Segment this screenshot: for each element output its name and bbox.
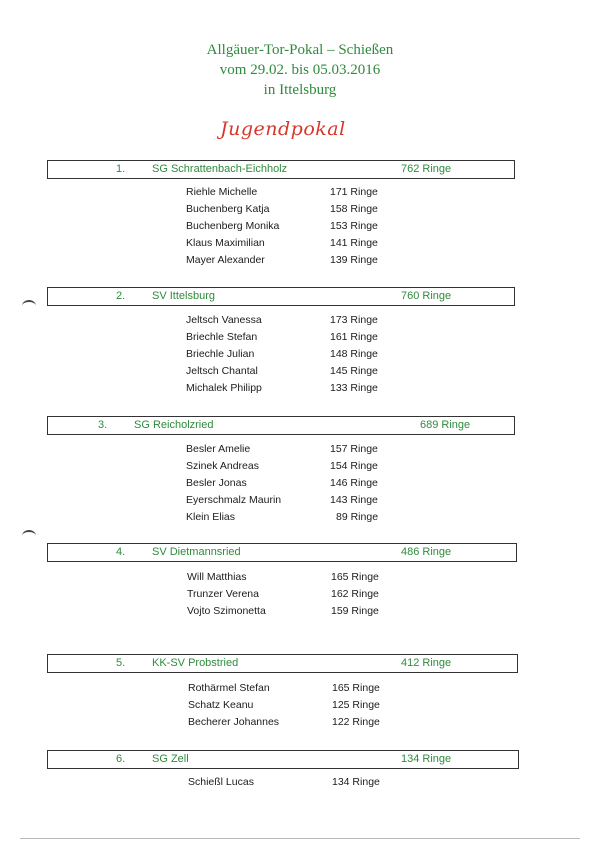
member-name: Rothärmel Stefan (188, 682, 270, 694)
team-rank: 3. (98, 419, 108, 431)
team-total: 762 Ringe (401, 163, 452, 175)
member-score: 159 Ringe (331, 605, 379, 617)
team-rank: 1. (116, 163, 126, 175)
team-total: 760 Ringe (401, 290, 452, 302)
member-score: 133 Ringe (330, 382, 378, 394)
member-name: Vojto Szimonetta (187, 605, 266, 617)
member-name: Buchenberg Katja (186, 203, 270, 215)
member-score: 158 Ringe (330, 203, 378, 215)
team-rank: 6. (116, 753, 126, 765)
event-title: Allgäuer-Tor-Pokal – Schießen (206, 42, 394, 58)
punch-hole-mark (22, 530, 36, 542)
member-score: 157 Ringe (330, 443, 378, 455)
team-name: SG Reicholzried (134, 419, 214, 431)
event-dates: vom 29.02. bis 05.03.2016 (219, 62, 381, 78)
member-name: Briechle Stefan (186, 331, 258, 343)
member-score: 122 Ringe (332, 716, 380, 728)
punch-hole-mark (22, 300, 36, 312)
member-score: 125 Ringe (332, 699, 380, 711)
member-name: Will Matthias (187, 571, 247, 583)
team-rank: 4. (116, 546, 126, 558)
member-score: 141 Ringe (330, 237, 378, 249)
team-name: SG Zell (152, 753, 189, 765)
member-score: 134 Ringe (332, 776, 380, 788)
member-score: 154 Ringe (330, 460, 378, 472)
member-name: Becherer Johannes (188, 716, 280, 728)
member-name: Jeltsch Chantal (186, 365, 258, 377)
team-header (47, 287, 515, 306)
team-header (47, 543, 517, 562)
member-name: Szinek Andreas (186, 460, 259, 472)
team-header (47, 160, 515, 179)
team-name: KK-SV Probstried (152, 657, 239, 669)
member-score: 146 Ringe (330, 477, 378, 489)
team-header (47, 654, 518, 673)
member-score: 171 Ringe (330, 186, 378, 198)
document-header (0, 40, 600, 100)
team-name: SG Schrattenbach-Eichholz (152, 163, 288, 175)
member-name: Schießl Lucas (188, 776, 254, 788)
member-score: 173 Ringe (330, 314, 378, 326)
member-score: 165 Ringe (331, 571, 379, 583)
member-name: Klaus Maximilian (186, 237, 265, 249)
member-score: 143 Ringe (330, 494, 378, 506)
member-score: 89 Ringe (336, 511, 379, 523)
team-name: SV Ittelsburg (152, 290, 215, 302)
team-header (47, 750, 519, 769)
member-name: Jeltsch Vanessa (186, 314, 262, 326)
member-name: Trunzer Verena (187, 588, 259, 600)
team-rank: 5. (116, 657, 126, 669)
member-name: Buchenberg Monika (186, 220, 280, 232)
member-score: 139 Ringe (330, 254, 378, 266)
member-score: 153 Ringe (330, 220, 378, 232)
team-total: 134 Ringe (401, 753, 452, 765)
team-header (47, 416, 515, 435)
team-total: 689 Ringe (420, 419, 471, 431)
team-total: 412 Ringe (401, 657, 452, 669)
member-name: Klein Elias (186, 511, 236, 523)
page-edge-line (20, 838, 580, 839)
team-rank: 2. (116, 290, 126, 302)
member-name: Schatz Keanu (188, 699, 254, 711)
member-name: Mayer Alexander (186, 254, 265, 266)
member-name: Eyerschmalz Maurin (186, 494, 282, 506)
member-name: Michalek Philipp (186, 382, 262, 394)
member-score: 148 Ringe (330, 348, 378, 360)
team-name: SV Dietmannsried (152, 546, 241, 558)
member-name: Besler Amelie (186, 443, 251, 455)
cup-title: Jugendpokal (220, 118, 346, 140)
team-total: 486 Ringe (401, 546, 452, 558)
event-location: in Ittelsburg (263, 82, 337, 98)
member-score: 162 Ringe (331, 588, 379, 600)
member-score: 161 Ringe (330, 331, 378, 343)
member-name: Besler Jonas (186, 477, 247, 489)
member-name: Riehle Michelle (186, 186, 258, 198)
member-name: Briechle Julian (186, 348, 255, 360)
member-score: 165 Ringe (332, 682, 380, 694)
member-score: 145 Ringe (330, 365, 378, 377)
